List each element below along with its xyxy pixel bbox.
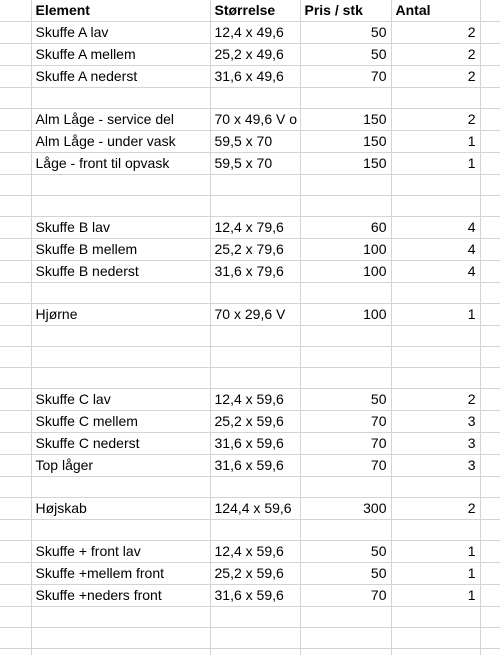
cell[interactable]	[480, 389, 500, 411]
cell-size[interactable]: 12,4 x 59,6	[210, 541, 300, 563]
cell[interactable]	[0, 0, 31, 22]
cell-count[interactable]: 2	[391, 22, 480, 44]
cell-size[interactable]: 12,4 x 59,6	[210, 389, 300, 411]
cell-count[interactable]	[391, 607, 480, 628]
cell-size[interactable]: 31,6 x 59,6	[210, 585, 300, 607]
cell-size[interactable]	[210, 520, 300, 541]
cell[interactable]	[0, 44, 31, 66]
cell[interactable]	[0, 411, 31, 433]
cell-size[interactable]	[210, 368, 300, 389]
cell[interactable]	[480, 498, 500, 520]
cell[interactable]	[480, 455, 500, 477]
cell-element[interactable]	[31, 649, 210, 655]
cell[interactable]	[480, 411, 500, 433]
cell[interactable]	[0, 66, 31, 88]
cell[interactable]	[480, 607, 500, 628]
table-row	[0, 66, 500, 88]
table-row	[0, 498, 500, 520]
cell[interactable]	[0, 455, 31, 477]
cell-count[interactable]: 1	[391, 563, 480, 585]
cell-element[interactable]: Skuffe +neders front	[31, 585, 210, 607]
table-row	[0, 131, 500, 153]
cell-price[interactable]	[300, 649, 391, 655]
cell-size[interactable]	[210, 347, 300, 368]
cell-element[interactable]: Alm Låge - service del	[31, 109, 210, 131]
table-row	[0, 520, 500, 541]
cell[interactable]	[0, 326, 31, 347]
cell-count[interactable]	[391, 368, 480, 389]
cell[interactable]	[480, 196, 500, 217]
cell-price[interactable]: 150	[300, 109, 391, 131]
cell[interactable]	[480, 175, 500, 196]
header-cell-size[interactable]: Størrelse	[210, 0, 300, 22]
cell-price[interactable]: 150	[300, 153, 391, 175]
cell[interactable]	[480, 153, 500, 175]
cell-size[interactable]: 124,4 x 59,6	[210, 498, 300, 520]
cell[interactable]	[0, 498, 31, 520]
cell-price[interactable]: 300	[300, 498, 391, 520]
cell[interactable]	[480, 283, 500, 304]
cell-count[interactable]: 3	[391, 433, 480, 455]
header-row	[0, 0, 500, 22]
cell-count[interactable]	[391, 326, 480, 347]
cell-price[interactable]	[300, 326, 391, 347]
cell-count[interactable]: 1	[391, 585, 480, 607]
cell-element[interactable]	[31, 347, 210, 368]
cell[interactable]	[0, 433, 31, 455]
cell-size[interactable]	[210, 326, 300, 347]
table-row	[0, 455, 500, 477]
table-row	[0, 109, 500, 131]
cell-price[interactable]: 100	[300, 239, 391, 261]
cell-count[interactable]	[391, 649, 480, 655]
table-row	[0, 368, 500, 389]
cell-price[interactable]	[300, 607, 391, 628]
cell[interactable]	[480, 22, 500, 44]
cell[interactable]	[0, 131, 31, 153]
table-row	[0, 239, 500, 261]
cell-element[interactable]	[31, 368, 210, 389]
cell-element[interactable]: Skuffe C nederst	[31, 433, 210, 455]
table-row	[0, 44, 500, 66]
cell-element[interactable]	[31, 196, 210, 217]
table-row	[0, 541, 500, 563]
cell-element[interactable]	[31, 628, 210, 649]
cell-price[interactable]: 50	[300, 563, 391, 585]
cell[interactable]	[0, 175, 31, 196]
cell[interactable]	[0, 628, 31, 649]
cell-size[interactable]: 12,4 x 49,6	[210, 22, 300, 44]
cell-count[interactable]	[391, 175, 480, 196]
cell-price[interactable]	[300, 347, 391, 368]
cell-size[interactable]	[210, 607, 300, 628]
cell-size[interactable]: 25,2 x 49,6	[210, 44, 300, 66]
table-row	[0, 433, 500, 455]
cell[interactable]	[480, 304, 500, 326]
cell-size[interactable]: 25,2 x 59,6	[210, 563, 300, 585]
cell[interactable]	[480, 88, 500, 109]
cell-size[interactable]: 12,4 x 79,6	[210, 217, 300, 239]
cell[interactable]	[0, 368, 31, 389]
cell-element[interactable]: Skuffe A lav	[31, 22, 210, 44]
cell-count[interactable]: 4	[391, 239, 480, 261]
cell-element[interactable]: Hjørne	[31, 304, 210, 326]
cell-size[interactable]: 31,6 x 59,6	[210, 455, 300, 477]
cell-price[interactable]: 70	[300, 433, 391, 455]
cell-size[interactable]	[210, 196, 300, 217]
cell-count[interactable]: 2	[391, 109, 480, 131]
cell[interactable]	[480, 347, 500, 368]
cell[interactable]	[0, 389, 31, 411]
cell-price[interactable]: 70	[300, 585, 391, 607]
cell-element[interactable]	[31, 175, 210, 196]
cell-price[interactable]	[300, 283, 391, 304]
cell-element[interactable]	[31, 477, 210, 498]
cell-price[interactable]: 50	[300, 389, 391, 411]
cell-price[interactable]	[300, 175, 391, 196]
table-row	[0, 217, 500, 239]
table-row	[0, 304, 500, 326]
cell[interactable]	[480, 477, 500, 498]
cell[interactable]	[0, 304, 31, 326]
cell-count[interactable]: 2	[391, 44, 480, 66]
cell-price[interactable]	[300, 477, 391, 498]
cell[interactable]	[480, 326, 500, 347]
cell-element[interactable]: Skuffe B nederst	[31, 261, 210, 283]
cell-price[interactable]: 70	[300, 411, 391, 433]
cell[interactable]	[480, 109, 500, 131]
cell-element[interactable]: Højskab	[31, 498, 210, 520]
cell-count[interactable]: 4	[391, 261, 480, 283]
cell-count[interactable]	[391, 477, 480, 498]
cell[interactable]	[0, 649, 31, 655]
cell-price[interactable]: 70	[300, 455, 391, 477]
cell[interactable]	[480, 563, 500, 585]
cell-element[interactable]: Skuffe B mellem	[31, 239, 210, 261]
cell[interactable]	[480, 44, 500, 66]
cell-size[interactable]	[210, 477, 300, 498]
header-cell-price[interactable]: Pris / stk	[300, 0, 391, 22]
cell-price[interactable]: 70	[300, 66, 391, 88]
cell[interactable]	[0, 607, 31, 628]
cell-size[interactable]: 25,2 x 59,6	[210, 411, 300, 433]
cell-element[interactable]: Skuffe C mellem	[31, 411, 210, 433]
table-row	[0, 261, 500, 283]
cell[interactable]	[480, 66, 500, 88]
cell[interactable]	[480, 131, 500, 153]
cell[interactable]	[0, 283, 31, 304]
cell[interactable]	[480, 239, 500, 261]
cell-element[interactable]: Skuffe + front lav	[31, 541, 210, 563]
cell[interactable]	[480, 433, 500, 455]
cell-count[interactable]: 1	[391, 153, 480, 175]
cell-count[interactable]	[391, 88, 480, 109]
table-row	[0, 563, 500, 585]
cell-element[interactable]: Låge - front til opvask	[31, 153, 210, 175]
cell-size[interactable]	[210, 283, 300, 304]
cell[interactable]	[480, 368, 500, 389]
cell-size[interactable]	[210, 649, 300, 655]
table-row	[0, 649, 500, 655]
cell-element[interactable]	[31, 520, 210, 541]
cell-count[interactable]: 1	[391, 541, 480, 563]
table-row	[0, 347, 500, 368]
table-row	[0, 628, 500, 649]
cell-element[interactable]	[31, 283, 210, 304]
header-cell-element[interactable]: Element	[31, 0, 210, 22]
cell-count[interactable]	[391, 628, 480, 649]
cell-price[interactable]: 100	[300, 304, 391, 326]
cell-size[interactable]: 70 x 29,6 V	[210, 304, 300, 326]
cell[interactable]	[0, 217, 31, 239]
cell-element[interactable]: Alm Låge - under vask	[31, 131, 210, 153]
cell-price[interactable]	[300, 368, 391, 389]
cell-size[interactable]	[210, 88, 300, 109]
cell[interactable]	[0, 153, 31, 175]
cell-element[interactable]	[31, 326, 210, 347]
cell-count[interactable]	[391, 520, 480, 541]
table-row	[0, 175, 500, 196]
cell-size[interactable]: 59,5 x 70	[210, 153, 300, 175]
cell-count[interactable]: 2	[391, 498, 480, 520]
cell[interactable]	[480, 541, 500, 563]
table-row	[0, 389, 500, 411]
cell-element[interactable]: Skuffe +mellem front	[31, 563, 210, 585]
cell-size[interactable]: 31,6 x 59,6	[210, 433, 300, 455]
cell-price[interactable]: 50	[300, 44, 391, 66]
table-row	[0, 411, 500, 433]
table-row	[0, 283, 500, 304]
table-row	[0, 607, 500, 628]
cell-element[interactable]: Skuffe C lav	[31, 389, 210, 411]
cell[interactable]	[480, 217, 500, 239]
cell-count[interactable]: 1	[391, 131, 480, 153]
header-cell-count[interactable]: Antal	[391, 0, 480, 22]
cell-element[interactable]: Skuffe A nederst	[31, 66, 210, 88]
cell[interactable]	[0, 520, 31, 541]
cell-element[interactable]	[31, 88, 210, 109]
cell-price[interactable]: 150	[300, 131, 391, 153]
cell-price[interactable]	[300, 88, 391, 109]
cell-element[interactable]: Skuffe A mellem	[31, 44, 210, 66]
cell-price[interactable]	[300, 196, 391, 217]
cell-price[interactable]: 50	[300, 541, 391, 563]
cell-count[interactable]: 4	[391, 217, 480, 239]
cell-count[interactable]	[391, 347, 480, 368]
cell-element[interactable]: Skuffe B lav	[31, 217, 210, 239]
cell-price[interactable]: 100	[300, 261, 391, 283]
table-row	[0, 22, 500, 44]
cell[interactable]	[0, 196, 31, 217]
table-row	[0, 153, 500, 175]
cell-size[interactable]: 59,5 x 70	[210, 131, 300, 153]
cell[interactable]	[0, 541, 31, 563]
table-row	[0, 477, 500, 498]
cell[interactable]	[0, 563, 31, 585]
cell[interactable]	[0, 261, 31, 283]
cell[interactable]	[0, 239, 31, 261]
cell-size[interactable]: 31,6 x 49,6	[210, 66, 300, 88]
cell-size[interactable]: 25,2 x 79,6	[210, 239, 300, 261]
cell-size[interactable]	[210, 628, 300, 649]
cell-price[interactable]: 50	[300, 22, 391, 44]
cell[interactable]	[0, 347, 31, 368]
cell[interactable]	[480, 649, 500, 655]
cell[interactable]	[480, 261, 500, 283]
cell-size[interactable]: 31,6 x 79,6	[210, 261, 300, 283]
cell[interactable]	[0, 477, 31, 498]
cell-price[interactable]	[300, 520, 391, 541]
table-row	[0, 585, 500, 607]
cell-element[interactable]: Top låger	[31, 455, 210, 477]
table-row	[0, 326, 500, 347]
cell[interactable]	[480, 585, 500, 607]
cell-count[interactable]: 3	[391, 455, 480, 477]
table-row	[0, 196, 500, 217]
cell-size[interactable]	[210, 175, 300, 196]
cell[interactable]	[480, 520, 500, 541]
cell-count[interactable]: 2	[391, 66, 480, 88]
cell[interactable]	[480, 628, 500, 649]
cell[interactable]	[0, 88, 31, 109]
cell-count[interactable]	[391, 196, 480, 217]
cell-size[interactable]: 70 x 49,6 V o	[210, 109, 300, 131]
cell-element[interactable]	[31, 607, 210, 628]
cell[interactable]	[0, 109, 31, 131]
cell-price[interactable]	[300, 628, 391, 649]
cell-count[interactable]: 2	[391, 389, 480, 411]
cell-count[interactable]: 3	[391, 411, 480, 433]
cell-price[interactable]: 60	[300, 217, 391, 239]
cell[interactable]	[0, 22, 31, 44]
cell[interactable]	[0, 585, 31, 607]
cell-count[interactable]: 1	[391, 304, 480, 326]
cell[interactable]	[480, 0, 500, 22]
cell-count[interactable]	[391, 283, 480, 304]
table-row	[0, 88, 500, 109]
